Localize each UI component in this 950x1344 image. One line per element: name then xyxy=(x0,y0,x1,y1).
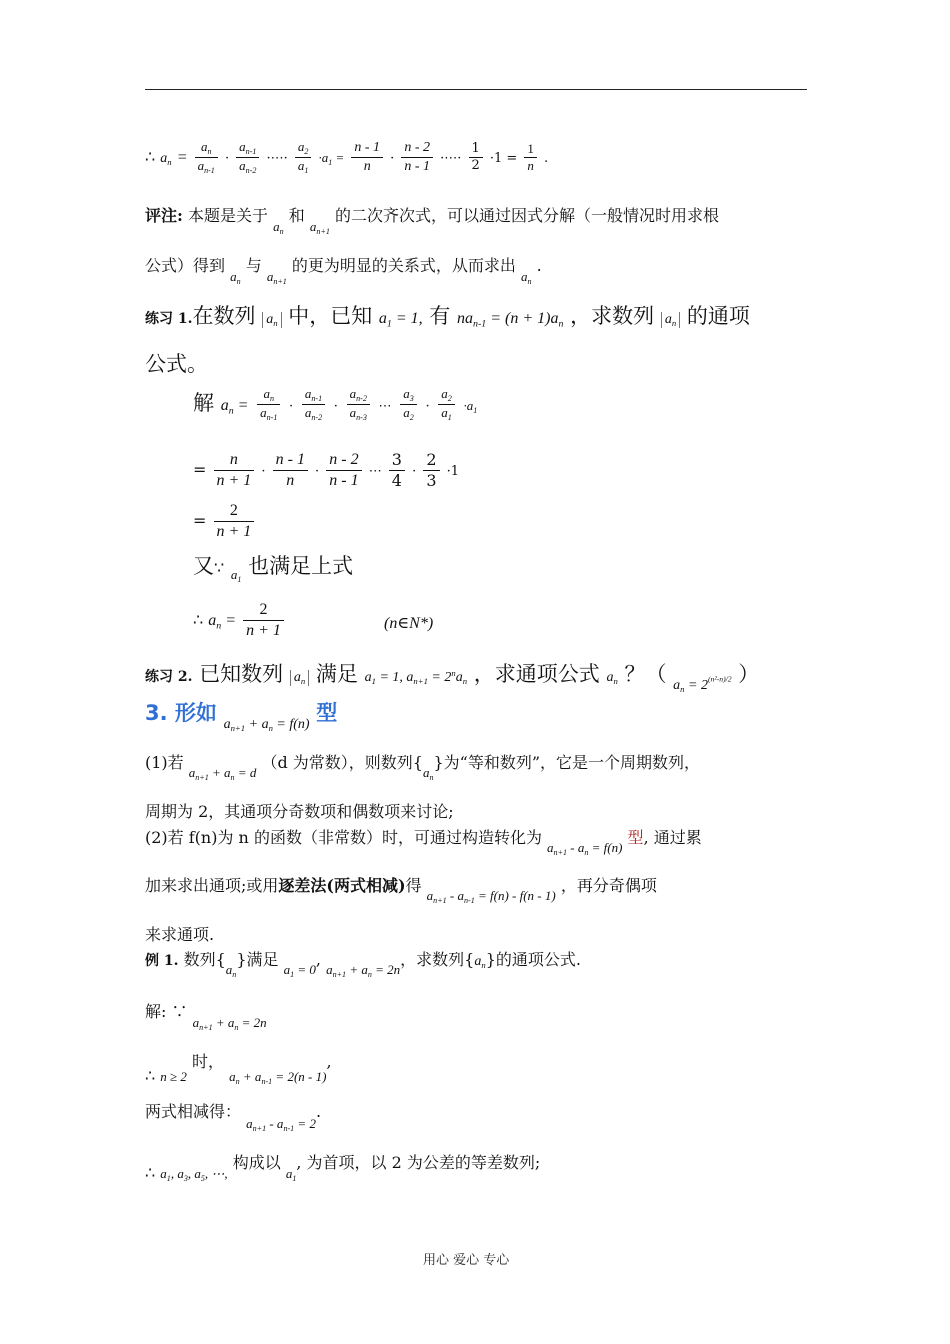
remark-line-1: 评注: 本题是关于 $_{a_n}$ 和 $_{a_{n+1}}$ 的二次齐次式，可以通过因式分解（一般情况时用求根 xyxy=(145,206,719,236)
case2-line-1: (2)若 f(n)为 n 的函数（非常数）时，可通过构造转化为 $_{a_{n+1} - a_n = f(n)}$ 型, 通过累 xyxy=(145,828,702,857)
practice1-also-line: 又∵ $_{a_1}$ 也满足上式 xyxy=(193,554,354,584)
case2-line-3: 来求通项. xyxy=(145,925,215,944)
case1-line-2: 周期为 2，其通项分奇数项和偶数项来讨论; xyxy=(145,802,454,821)
remark-line-2: 公式）得到 $_{a_n}$ 与 $_{a_{n+1}}$ 的更为明显的关系式，从而求出 $_{a_n}$ . xyxy=(145,256,542,286)
practice1-solution-line-1: 解 $a_n$ = $\frac{a_n}{a_{n-1}}$ · $\frac{a_{n-1}}{a_{n-2}}$ · $\frac{a_{n-2}}{a_{n-3}}$ ⋯ $\frac{a_3}{a_2}$ · $\frac{a_2}{a_1}$ $\cdot a_1$ xyxy=(193,386,478,422)
example1-when-line: ∴ $_{n \ge 2}$ 时， $_{a_n + a_{n-1} = 2(n - 1)}$, xyxy=(145,1052,332,1086)
example1-form-line: ∴ $_{a_1, a_3, a_5, \cdots,}$ 构成以 $_{a_1}$, 为首项，以 2 为公差的等差数列; xyxy=(145,1153,541,1183)
practice1-result-line: ∴ $a_n$ = $\frac{2}{n + 1}$ xyxy=(193,600,286,641)
section3-title: 3. 形如 $_{a_{n+1} + a_n = f(n)}$ 型 xyxy=(145,701,338,734)
practice1-domain: (n∈N*) xyxy=(384,615,434,632)
practice2-line: 练习 2. 已知数列 $a_n$ 满足 $a_1 = 1$, $a_{n+1} = 2^na_n$ ，求通项公式 $a_n$ ？（ $_{a_n = 2^{(n^2-n)/2}}$ ） xyxy=(145,662,760,695)
example1-subtract-line: 两式相减得： $_{a_{n+1} - a_{n-1} = 2}$. xyxy=(145,1102,322,1133)
example1-solve-line: 解: ∵ $_{a_{n+1} + a_n = 2n}$ xyxy=(145,1002,267,1032)
case2-line-2: 加来求出通项;或用逐差法(两式相减)得 $_{a_{n+1} - a_{n-1} = f(n) - f(n - 1)}$ ，再分奇偶项 xyxy=(145,876,657,905)
practice1-solution-line-3: = $\frac{2}{n + 1}$ xyxy=(193,501,256,542)
header-rule xyxy=(145,89,807,90)
case1-line-1: (1)若 $_{a_{n+1} + a_n = d}$ （d 为常数），则数列$\{_{a_n}\}$为“等和数列”，它是一个周期数列， xyxy=(145,753,701,782)
practice1-line-2: 公式。 xyxy=(145,352,208,376)
page-footer: 用心 爱心 专心 xyxy=(423,1253,510,1268)
practice1-solution-line-2: = $\frac{n}{n + 1}$ · $\frac{n - 1}{n}$ · $\frac{n - 2}{n - 1}$ ⋯ $\frac{3}{4}$ · $\frac{2}{3}$ ·1 xyxy=(193,450,459,490)
formula-product-line: ∴ $a_n$ = $\frac{a_n}{a_{n-1}}$ · $\frac{a_{n-1}}{a_{n-2}}$ ·⋯· $\frac{a_2}{a_1}$ $\cdot a_1$ = $\frac{n - 1}{n}$ · $\frac{n - 2}{n - 1}$ ·⋯· $\frac{1}{2}$ ·1 = $\frac{1}{n}$ . xyxy=(145,139,549,175)
example1-line: 例 1. 数列$\{_{a_n}\}$满足 $_{a_1 = 0}$, $_{a_{n+1} + a_n = 2n}$，求数列$\{a_n\}$的通项公式. xyxy=(145,950,581,979)
practice1-line-1: 练习 1.在数列 $a_n$ 中，已知 $a_1 = 1$, 有 $na_{n-1} = (n + 1)a_n$ ，求数列 $a_n$ 的通项 xyxy=(145,304,750,330)
